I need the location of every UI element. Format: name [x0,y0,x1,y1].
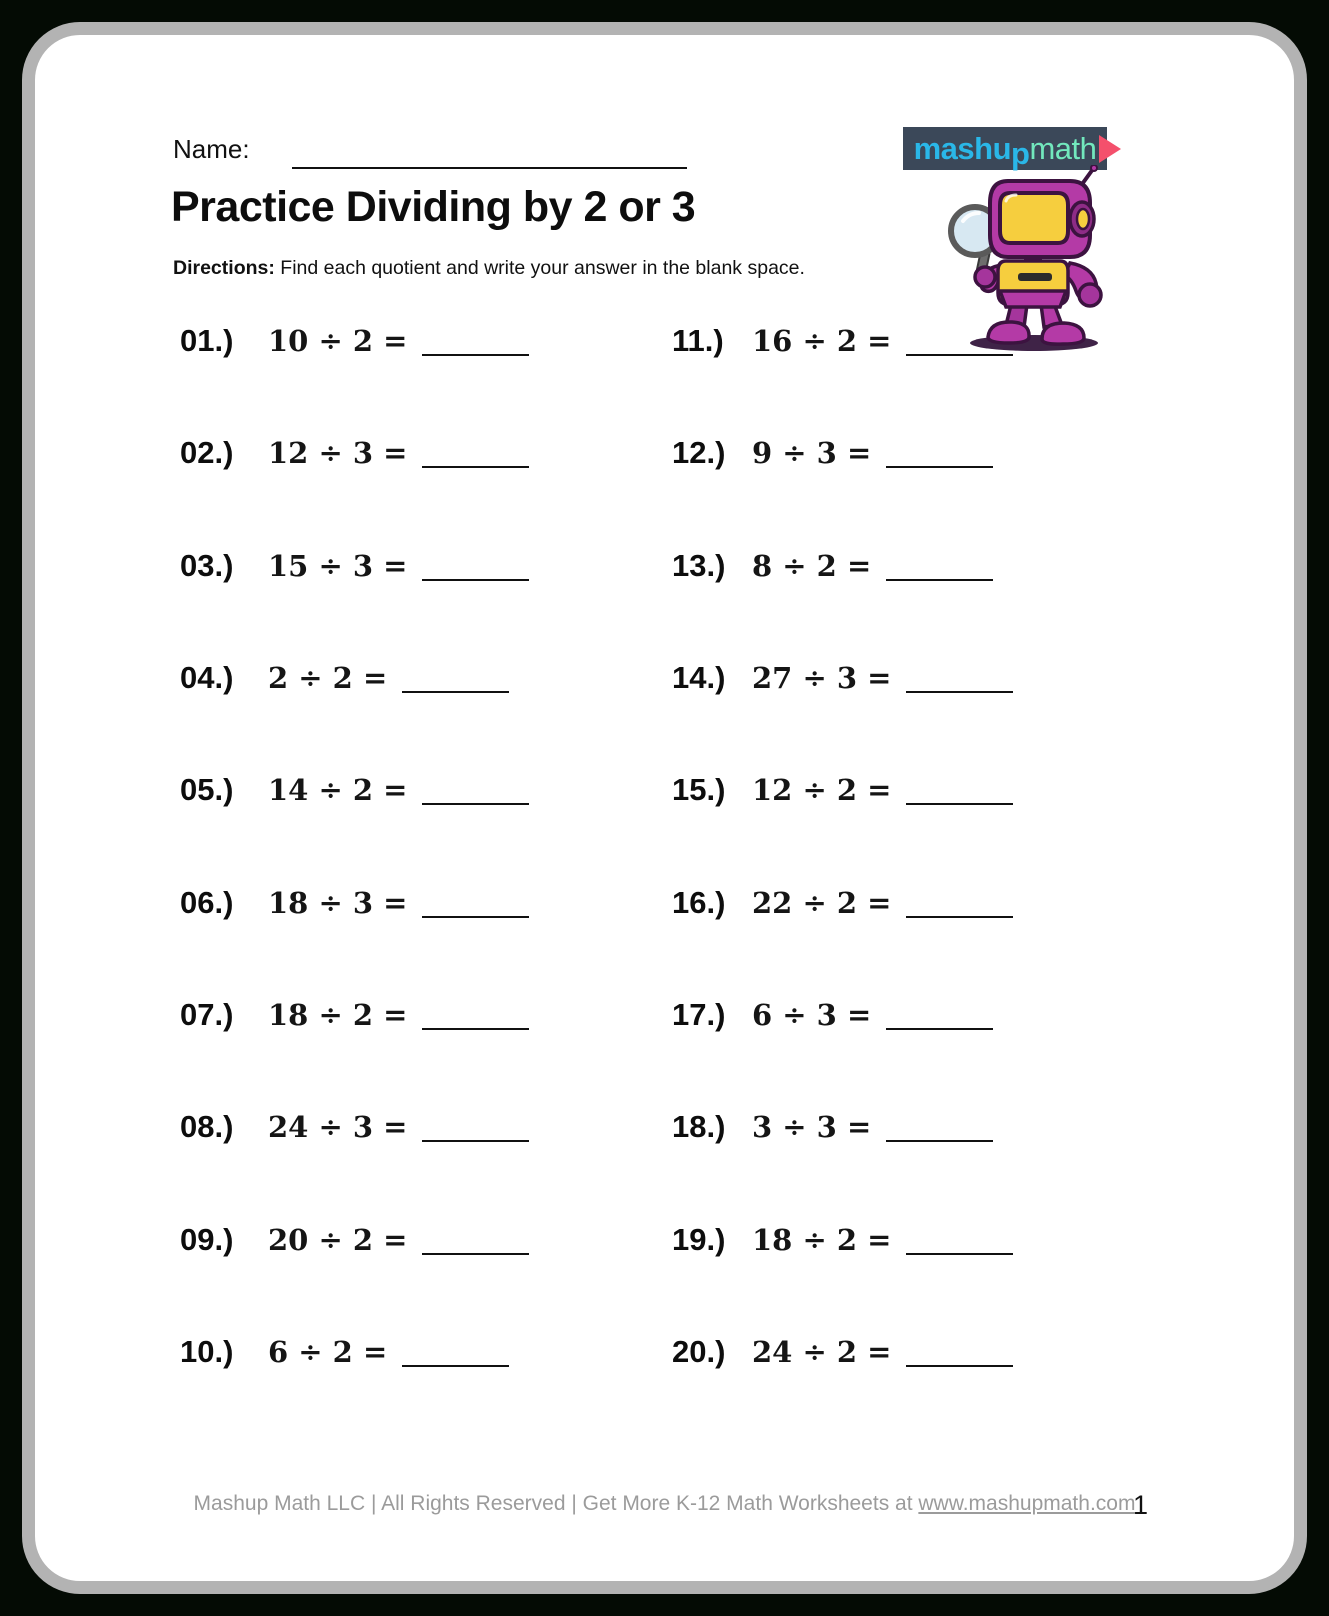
answer-blank[interactable] [906,803,1013,805]
page-number: 1 [1133,1490,1149,1520]
problem-number: 08.) [180,1109,234,1145]
answer-blank[interactable] [422,916,529,918]
answer-blank[interactable] [422,354,529,356]
name-blank-line[interactable] [292,135,687,169]
problem-expression: 20 ÷ 2 = [268,1222,408,1257]
name-label: Name: [173,134,250,164]
answer-blank[interactable] [906,691,1013,693]
problem-number: 19.) [672,1221,726,1257]
answer-blank[interactable] [422,466,529,468]
problem-row [180,510,529,622]
answer-blank[interactable] [886,1028,993,1030]
problem-number: 15.) [672,772,726,808]
problem-number: 13.) [672,547,726,583]
answer-blank[interactable] [906,1253,1013,1255]
problem-number: 16.) [672,884,726,920]
answer-blank[interactable] [906,354,1013,356]
answer-blank[interactable] [886,579,993,581]
answer-blank[interactable] [422,579,529,581]
problem-expression: 6 ÷ 3 = [752,997,872,1032]
answer-blank[interactable] [886,1140,993,1142]
problem-expression: 8 ÷ 2 = [752,548,872,583]
directions-label: Directions: [173,257,275,279]
problem-row [672,959,1013,1071]
problem-expression: 2 ÷ 2 = [268,661,388,696]
answer-blank[interactable] [906,916,1013,918]
footer-text: Mashup Math LLC | All Rights Reserved | Get More K-12 Math Worksheets at [193,1492,919,1515]
problem-row [180,622,529,734]
problem-expression: 12 ÷ 2 = [752,773,892,808]
problem-number: 07.) [180,996,234,1032]
directions-text: Find each quotient and write your answer in the blank space. [280,257,805,279]
problem-expression: 27 ÷ 3 = [752,661,892,696]
problem-row [672,397,1013,509]
problem-expression: 18 ÷ 2 = [268,997,408,1032]
problem-expression: 12 ÷ 3 = [268,436,408,471]
problem-row [180,846,529,958]
problem-number: 06.) [180,884,234,920]
answer-blank[interactable] [402,1365,509,1367]
problem-row [180,1183,529,1295]
problem-number: 03.) [180,547,234,583]
answer-blank[interactable] [422,1140,529,1142]
problem-number: 12.) [672,435,726,471]
problem-row [180,285,529,397]
problem-row [672,1183,1013,1295]
answer-blank[interactable] [886,466,993,468]
problem-number: 01.) [180,323,234,359]
problem-number: 17.) [672,996,726,1032]
problem-number: 10.) [180,1333,234,1369]
answer-blank[interactable] [422,1253,529,1255]
problem-row [180,1296,529,1408]
problem-row [672,846,1013,958]
worksheet-page [22,22,1307,1594]
problem-row [180,734,529,846]
directions [173,257,805,280]
problem-expression: 22 ÷ 2 = [752,885,892,920]
problem-number: 09.) [180,1221,234,1257]
problem-row [672,285,1013,397]
problem-number: 18.) [672,1109,726,1145]
problem-row [180,959,529,1071]
problem-row [672,1296,1013,1408]
problem-expression: 14 ÷ 2 = [268,773,408,808]
problem-expression: 24 ÷ 3 = [268,1110,408,1145]
problems-column-right [672,285,1013,1408]
problem-row [180,397,529,509]
problem-expression: 18 ÷ 3 = [268,885,408,920]
problem-number: 20.) [672,1333,726,1369]
answer-blank[interactable] [402,691,509,693]
problem-row [672,734,1013,846]
problem-expression: 15 ÷ 3 = [268,548,408,583]
problem-expression: 6 ÷ 2 = [268,1334,388,1369]
logo-text-math: math [1029,130,1097,166]
answer-blank[interactable] [422,803,529,805]
problem-number: 05.) [180,772,234,808]
play-triangle-icon [1099,135,1121,163]
problem-expression: 16 ÷ 2 = [752,324,892,359]
problem-number: 02.) [180,435,234,471]
problem-row [180,1071,529,1183]
problem-expression: 24 ÷ 2 = [752,1334,892,1369]
logo-text-p: p [1011,135,1030,171]
problem-expression: 18 ÷ 2 = [752,1222,892,1257]
problem-expression: 3 ÷ 3 = [752,1110,872,1145]
answer-blank[interactable] [906,1365,1013,1367]
answer-blank[interactable] [422,1028,529,1030]
problem-row [672,510,1013,622]
mashupmath-logo [903,127,1107,170]
problem-row [672,1071,1013,1183]
problem-number: 11.) [672,323,724,359]
problem-expression: 9 ÷ 3 = [752,436,872,471]
problem-number: 04.) [180,660,234,696]
problem-expression: 10 ÷ 2 = [268,324,408,359]
problems-column-left [180,285,529,1408]
footer-link[interactable]: www.mashupmath.com [918,1492,1136,1515]
logo-text-mashu: mashu [913,130,1012,166]
problem-row [672,622,1013,734]
footer [35,1492,1294,1516]
problem-number: 14.) [672,660,726,696]
worksheet-title: Practice Dividing by 2 or 3 [171,183,696,231]
